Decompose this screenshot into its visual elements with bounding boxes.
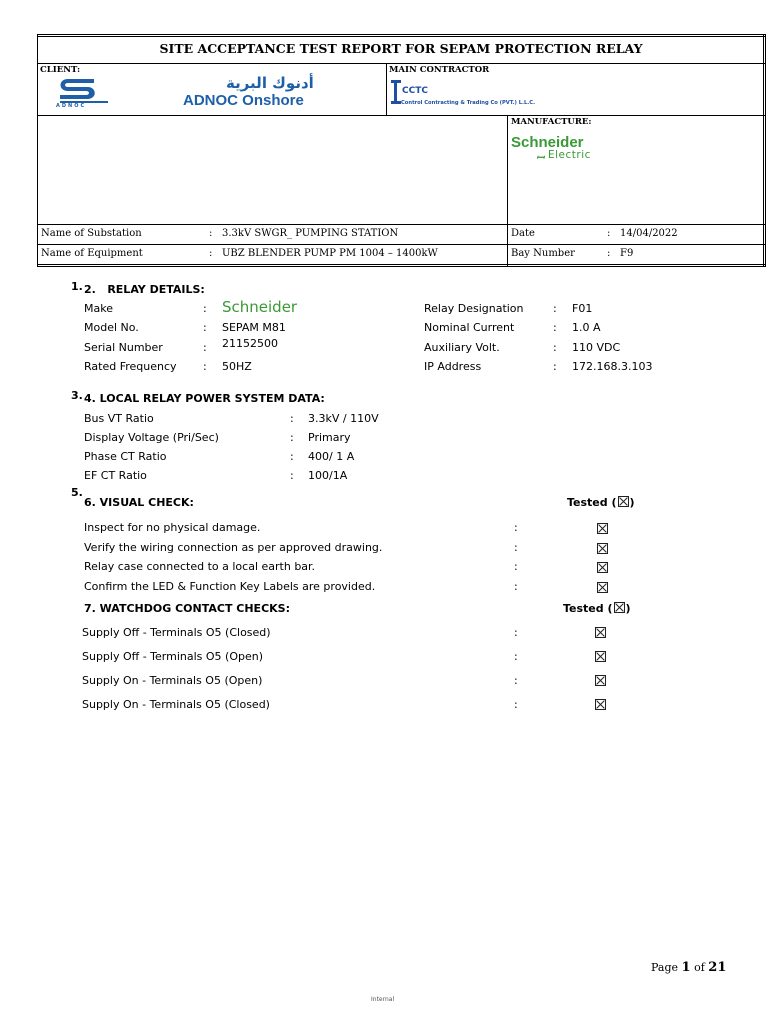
current-label: Nominal Current xyxy=(424,321,515,334)
date-label: Date xyxy=(511,228,535,239)
cctc-logo xyxy=(388,77,548,111)
watchdog-checkbox[interactable] xyxy=(595,675,606,686)
visual-check-label: Inspect for no physical damage. xyxy=(84,521,261,534)
power-section-number: 3. xyxy=(71,389,83,402)
model-value: SEPAM M81 xyxy=(222,321,286,334)
of-word: of xyxy=(694,961,705,974)
substation-value: 3.3kV SWGR_ PUMPING STATION xyxy=(222,228,399,239)
power-row-value: 100/1A xyxy=(308,469,348,482)
current-colon: : xyxy=(553,321,557,334)
visual-checkbox[interactable] xyxy=(597,523,608,534)
tested-suffix: ) xyxy=(625,602,631,615)
visual-check-colon: : xyxy=(514,580,518,593)
watchdog-check-label: Supply On - Terminals O5 (Closed) xyxy=(82,698,270,711)
client-label: CLIENT: xyxy=(40,65,81,75)
adnoc-arabic-name: أدنوك البرية xyxy=(226,74,314,92)
substation-label: Name of Substation xyxy=(41,228,142,239)
watchdog-tested-header xyxy=(563,602,631,615)
classification-label: Internal xyxy=(371,996,395,1003)
power-row-label: Phase CT Ratio xyxy=(84,450,167,463)
visual-tested-header xyxy=(567,496,635,509)
ip-colon: : xyxy=(553,360,557,373)
watchdog-checkbox[interactable] xyxy=(595,699,606,710)
adnoc-logo xyxy=(54,76,344,110)
power-row-colon: : xyxy=(290,412,294,425)
bay-value: F9 xyxy=(620,248,634,259)
watchdog-check-colon: : xyxy=(514,626,518,639)
page-word: Page xyxy=(651,961,679,974)
watchdog-check-label: Supply On - Terminals O5 (Open) xyxy=(82,674,263,687)
visual-checkbox[interactable] xyxy=(597,543,608,554)
date-value: 14/04/2022 xyxy=(620,228,678,239)
equipment-label: Name of Equipment xyxy=(41,248,143,259)
report-title: SITE ACCEPTANCE TEST REPORT FOR SEPAM PROTECTION RELAY xyxy=(159,41,643,56)
visual-checkbox[interactable] xyxy=(597,562,608,573)
current-value: 1.0 A xyxy=(572,321,601,334)
manufacture-label: MANUFACTURE: xyxy=(511,117,592,127)
adnoc-english-name: ADNOC Onshore xyxy=(183,92,304,109)
watchdog-check-label: Supply Off - Terminals O5 (Closed) xyxy=(82,626,271,639)
contractor-label: MAIN CONTRACTOR xyxy=(389,65,490,75)
power-row-colon: : xyxy=(290,469,294,482)
watchdog-check-colon: : xyxy=(514,650,518,663)
watchdog-checkbox[interactable] xyxy=(595,651,606,662)
visual-check-label: Relay case connected to a local earth bar. xyxy=(84,560,316,573)
bay-label: Bay Number xyxy=(511,248,575,259)
cctc-name: CCTC xyxy=(402,86,428,96)
page-total: 21 xyxy=(708,960,727,975)
power-row-value: 3.3kV / 110V xyxy=(308,412,379,425)
power-row-colon: : xyxy=(290,431,294,444)
serial-label: Serial Number xyxy=(84,341,163,354)
make-label: Make xyxy=(84,302,113,315)
visual-check-colon: : xyxy=(514,521,518,534)
checked-box-icon xyxy=(618,496,629,507)
power-row-value: Primary xyxy=(308,431,351,444)
watchdog-checkbox[interactable] xyxy=(595,627,606,638)
power-row-label: Bus VT Ratio xyxy=(84,412,154,425)
model-label: Model No. xyxy=(84,321,139,334)
tested-suffix: ) xyxy=(629,496,635,509)
tested-prefix: Tested ( xyxy=(563,602,613,615)
aux-value: 110 VDC xyxy=(572,341,621,354)
checked-box-icon xyxy=(614,602,625,613)
watchdog-check-colon: : xyxy=(514,698,518,711)
visual-check-colon: : xyxy=(514,560,518,573)
power-section-heading: 4. LOCAL RELAY POWER SYSTEM DATA: xyxy=(84,392,325,405)
ip-label: IP Address xyxy=(424,360,482,373)
date-colon: : xyxy=(607,228,611,239)
page-number xyxy=(651,960,726,975)
power-row-label: EF CT Ratio xyxy=(84,469,147,482)
designation-label: Relay Designation xyxy=(424,302,524,315)
visual-section-number: 5. xyxy=(71,486,83,499)
aux-colon: : xyxy=(553,341,557,354)
make-value: Schneider xyxy=(222,298,298,316)
power-row-colon: : xyxy=(290,450,294,463)
bay-colon: : xyxy=(607,248,611,259)
designation-value: F01 xyxy=(572,302,593,315)
tested-prefix: Tested ( xyxy=(567,496,617,509)
designation-colon: : xyxy=(553,302,557,315)
visual-checkbox[interactable] xyxy=(597,582,608,593)
visual-section-heading: 6. VISUAL CHECK: xyxy=(84,496,194,509)
equipment-colon: : xyxy=(209,248,213,259)
relay-section-heading: 2. RELAY DETAILS: xyxy=(84,283,205,296)
visual-check-colon: : xyxy=(514,541,518,554)
freq-label: Rated Frequency xyxy=(84,360,177,373)
power-row-value: 400/ 1 A xyxy=(308,450,355,463)
watchdog-check-label: Supply Off - Terminals O5 (Open) xyxy=(82,650,264,663)
freq-colon: : xyxy=(203,360,207,373)
visual-check-label: Confirm the LED & Function Key Labels are provided. xyxy=(84,580,376,593)
serial-value: 21152500 xyxy=(222,337,278,350)
schneider-logo xyxy=(511,134,611,162)
ip-value: 172.168.3.103 xyxy=(572,360,653,373)
schneider-leaf-icon: ꟷ xyxy=(536,153,545,164)
adnoc-mark-text: ADNOC xyxy=(56,103,87,109)
serial-colon: : xyxy=(203,341,207,354)
visual-check-label: Verify the wiring connection as per approved drawing. xyxy=(84,541,383,554)
schneider-logo-top: Schneider xyxy=(511,134,584,151)
make-colon: : xyxy=(203,302,207,315)
equipment-value: UBZ BLENDER PUMP PM 1004 – 1400kW xyxy=(222,248,438,259)
model-colon: : xyxy=(203,321,207,334)
cctc-subtitle: Control Contracting & Trading Co (PVT.) L.L.C. xyxy=(401,100,536,106)
relay-section-number: 1. xyxy=(71,280,83,293)
watchdog-section-heading: 7. WATCHDOG CONTACT CHECKS: xyxy=(84,602,290,615)
schneider-logo-bottom: Electric xyxy=(548,149,591,161)
aux-label: Auxiliary Volt. xyxy=(424,341,500,354)
substation-colon: : xyxy=(209,228,213,239)
freq-value: 50HZ xyxy=(222,360,252,373)
power-row-label: Display Voltage (Pri/Sec) xyxy=(84,431,219,444)
page-current: 1 xyxy=(681,960,691,975)
watchdog-check-colon: : xyxy=(514,674,518,687)
